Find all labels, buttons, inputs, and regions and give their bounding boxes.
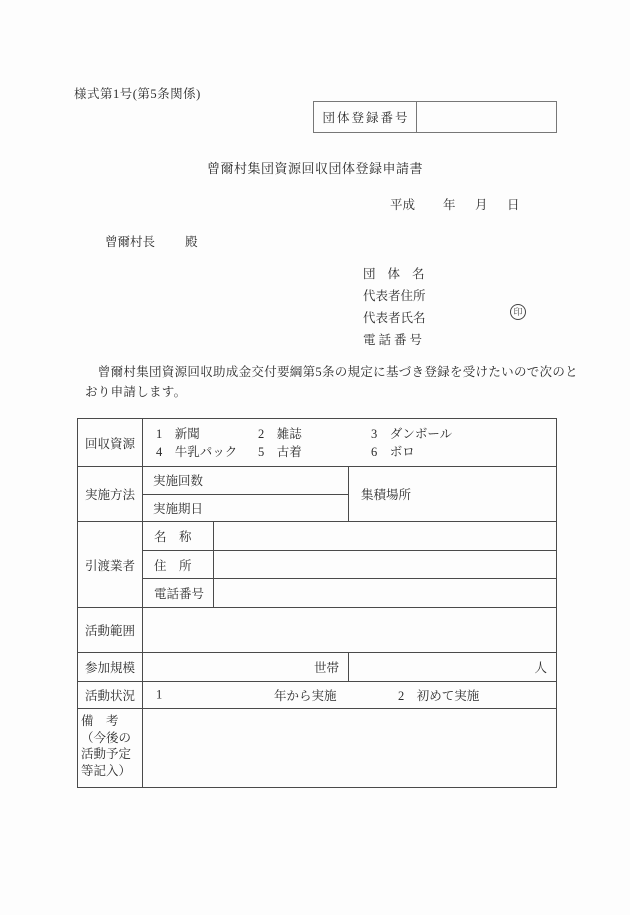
participation-scale-label: 参加規模: [78, 653, 143, 681]
registration-number-label: 団体登録番号: [314, 102, 417, 132]
recycle-resources-options: [143, 419, 556, 466]
phone-label: 電話番号: [363, 333, 426, 347]
collection-site-label: 集積場所: [361, 488, 412, 502]
activity-area-row: [78, 608, 556, 653]
addressee-honorific: 殿: [185, 235, 198, 249]
activity-area-label: 活動範囲: [78, 608, 143, 652]
resource-option-old-clothes: 5 古着: [258, 444, 302, 459]
status-option2-text: 2 初めて実施: [398, 689, 480, 703]
recycle-resources-label: 回収資源: [78, 419, 143, 466]
registration-number-box: [313, 101, 557, 133]
dealer-address-field: [214, 551, 556, 579]
participation-person-cell: [349, 653, 556, 681]
seal-stamp-icon: [510, 304, 526, 320]
remarks-label-line: 備 考: [81, 714, 119, 728]
application-table: [77, 418, 557, 788]
statement-line-2: おり申請します。: [85, 384, 187, 399]
addressee-line: [105, 232, 198, 250]
dealer-phone-row: [143, 579, 556, 607]
dealer-address-label: 住 所: [143, 551, 214, 579]
date-day-label: 日: [507, 198, 520, 212]
dealer-phone-field: [214, 579, 556, 607]
status-option1-number: 1: [156, 687, 163, 702]
dealer-name-field: [214, 522, 556, 550]
household-suffix-label: 世帯: [313, 661, 339, 675]
person-suffix-label: 人: [534, 661, 547, 675]
implementation-method-label: 実施方法: [78, 467, 143, 521]
implementation-date-label: 実施期日: [153, 501, 204, 516]
form-title: 曾爾村集団資源回収団体登録申請書: [206, 161, 423, 176]
dealer-name-row: [143, 522, 556, 551]
activity-area-field: [143, 608, 556, 652]
remarks-label-line: （今後の: [81, 730, 132, 745]
implementation-count-cell: [143, 467, 348, 495]
remarks-field: [143, 709, 556, 787]
resource-option-rags: 6 ボロ: [371, 444, 415, 459]
seal-character: 印: [513, 307, 523, 317]
collection-site-cell: [349, 467, 556, 521]
addressee-name: 曾爾村長: [105, 235, 156, 249]
date-month-label: 月: [475, 198, 488, 212]
statement-line-1: 曾爾村集団資源回収助成金交付要綱第5条の規定に基づき登録を受けたいので次のと: [85, 365, 578, 379]
date-era-label: 平成: [390, 198, 416, 212]
activity-status-label: 活動状況: [78, 682, 143, 708]
dealer-label: 引渡業者: [78, 522, 143, 607]
status-option1-text: 年から実施: [274, 689, 337, 703]
resource-option-newspaper: 1 新聞: [156, 426, 200, 441]
dealer-phone-label: 電話番号: [143, 579, 214, 607]
implementation-sub-cells: [143, 467, 349, 521]
form-number: 様式第1号(第5条関係): [74, 87, 201, 101]
remarks-label-line: 等記入）: [81, 763, 132, 778]
participation-scale-row: [78, 653, 556, 682]
resource-options-line: [156, 425, 556, 443]
dealer-address-row: [143, 551, 556, 580]
date-line: [390, 195, 530, 211]
rep-name-label: 代表者氏名: [363, 311, 426, 325]
dealer-name-label: 名 称: [143, 522, 214, 550]
dealer-row: [78, 522, 556, 608]
remarks-label: [78, 709, 143, 787]
activity-status-options: [143, 682, 556, 708]
applicant-block: [363, 263, 523, 351]
rep-address-label: 代表者住所: [363, 289, 426, 303]
registration-number-field: [417, 102, 556, 132]
implementation-date-cell: [143, 495, 348, 522]
org-name-label: 団体名: [363, 267, 437, 281]
remarks-row: [78, 709, 556, 787]
dealer-sub-rows: [143, 522, 556, 607]
resource-options-line: [156, 443, 556, 461]
recycle-resources-row: [78, 419, 556, 467]
resource-option-magazine: 2 雑誌: [258, 426, 302, 441]
application-statement: [85, 363, 578, 402]
resource-option-milk-carton: 4 牛乳パック: [156, 444, 238, 459]
remarks-label-line: 活動予定: [81, 747, 132, 761]
participation-household-cell: [143, 653, 349, 681]
activity-status-row: [78, 682, 556, 709]
implementation-method-row: [78, 467, 556, 522]
resource-option-cardboard: 3 ダンボール: [371, 426, 453, 441]
date-year-label: 年: [443, 198, 456, 212]
implementation-count-label: 実施回数: [153, 474, 204, 489]
